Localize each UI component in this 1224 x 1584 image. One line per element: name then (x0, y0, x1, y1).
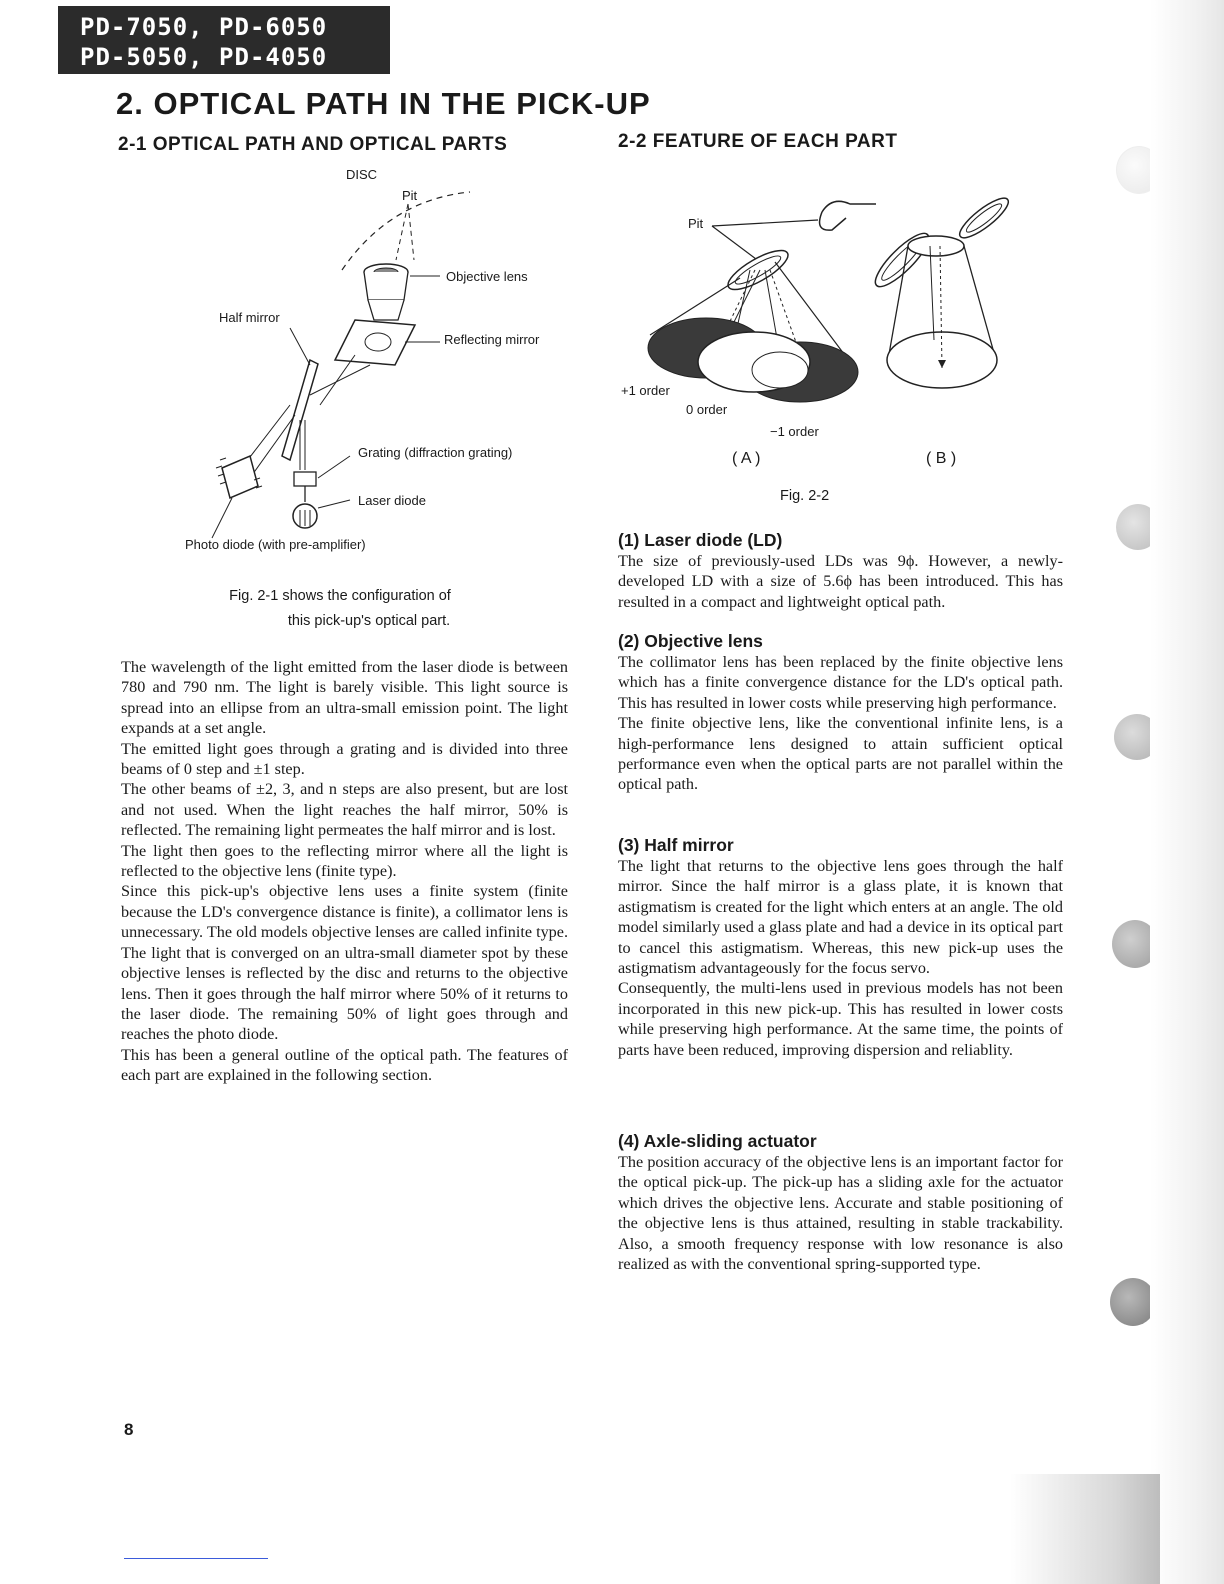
right-heading: 2-2 FEATURE OF EACH PART (618, 131, 898, 152)
label-plus-1-order: +1 order (621, 383, 670, 398)
order-zero-inner (752, 352, 808, 388)
section-paragraph: The size of previously-used LDs was 9ϕ. However, a newly-developed LD with a size of 5.6ϕ has been introduced. This has resulted in a compact and lightweight optical path. (618, 552, 1063, 611)
section-paragraph: The light that returns to the objective lens goes through the half mirror. Since the half mirror is a glass plate, it is known that astigmatism is created for the light which enters at an angle. The old model similarly used a glass plate and had a device in its optical part to cancel this astigmatism. Whereas, this new pick-up uses the astigmatism advantageously for the focus servo. (618, 857, 1063, 978)
left-paragraph: This has been a general outline of the optical path. The features of each part are explained in the following section. (121, 1045, 568, 1085)
reflecting-mirror-shape (335, 320, 415, 365)
model-badge (58, 6, 390, 74)
grating-leader (318, 456, 350, 478)
left-paragraph: The emitted light goes through a grating and is divided into three beams of 0 step and ±1 step. (121, 739, 568, 779)
left-paragraph: The light then goes to the reflecting mirror where all the light is reflected to the objective lens (finite type). (121, 841, 568, 881)
section-title-half-mirror: (3) Half mirror (618, 835, 734, 855)
caption-line-2: this pick-up's optical part. (287, 613, 451, 629)
label-zero-order: 0 order (686, 402, 728, 417)
photo-diode-shape (216, 456, 262, 498)
model-line-2: PD-5050, PD-4050 (80, 43, 328, 71)
pit-shape-a (723, 243, 793, 296)
beam-2 (310, 365, 370, 395)
section-objective-lens (618, 630, 1063, 795)
beam-dashed-1 (396, 204, 408, 260)
section-axle-sliding-actuator (618, 1130, 1063, 1274)
label-disc: DISC (346, 167, 378, 182)
section-title-axle-sliding-actuator: (4) Axle-sliding actuator (618, 1131, 817, 1151)
figure-2-2-diagram (610, 190, 1030, 450)
left-paragraph: The wavelength of the light emitted from the laser diode is between 780 and 790 nm. The light is barely visible. This light source is spread into an ellipse from an ultra-small emission point. The light expands at a set angle. (121, 658, 568, 738)
section-half-mirror (618, 834, 1063, 1060)
section-laser-diode (618, 529, 1063, 612)
left-body (121, 657, 568, 1086)
model-line-1: PD-7050, PD-6050 (80, 13, 328, 41)
bottom-rule (124, 1558, 268, 1559)
label-pit-b: Pit (688, 216, 704, 231)
grating-shape (294, 472, 316, 486)
pit-leader-a (712, 220, 818, 226)
cone-axis-1 (930, 246, 934, 340)
section-title: 2. OPTICAL PATH IN THE PICK-UP (116, 86, 651, 121)
beam-dashed-2 (408, 204, 414, 260)
section-paragraph: The collimator lens has been replaced by the finite objective lens which has a finite convergence distance for the LD's optical path. This has resulted in lower costs while preserving high performance. (618, 653, 1063, 712)
label-reflecting-mirror: Reflecting mirror (444, 332, 540, 347)
beam-1 (320, 355, 355, 405)
cone-top (908, 236, 964, 256)
laser-diode-shape (293, 486, 317, 528)
objective-lens-shape (364, 264, 408, 320)
label-grating: Grating (diffraction grating) (358, 445, 513, 460)
label-b: ( B ) (926, 450, 957, 467)
figure-2-1-caption (150, 584, 530, 634)
caption-line-1: Fig. 2-1 shows the configuration of (229, 588, 451, 604)
pit-shape-top (820, 201, 876, 230)
label-a: ( A ) (732, 450, 761, 467)
label-half-mirror: Half mirror (219, 310, 280, 325)
half-mirror-leader (290, 328, 310, 365)
section-paragraph: The finite objective lens, like the conventional infinite lens, is a high-performance lens designed to attain sufficient optical performance even when the optical parts are not parallel within the optical path. (618, 714, 1063, 794)
section-paragraph: Consequently, the multi-lens used in previous models has not been incorporated in this new pick-up. This has resulted in lower costs while preserving high performance. At the same time, the points of parts have been reduced, improving dispersion and reliablity. (618, 979, 1063, 1059)
section-title-objective-lens: (2) Objective lens (618, 631, 763, 651)
label-pit: Pit (402, 188, 418, 203)
disc-arc (342, 192, 470, 270)
left-heading: 2-1 OPTICAL PATH AND OPTICAL PARTS (118, 134, 508, 155)
label-minus-1-order: −1 order (770, 424, 819, 439)
section-title-laser-diode: (1) Laser diode (LD) (618, 530, 783, 550)
label-objective-lens: Objective lens (446, 269, 528, 284)
photo-diode-leader (212, 498, 232, 538)
corner-shade (1010, 1474, 1160, 1584)
section-paragraph: The position accuracy of the objective lens is an important factor for the optical pick-up. The pick-up has a sliding axle for the actuator which drives the objective lens. Accurate and stable positioning of the objective lens is thus attained, resulting in stable trackability. Also, a smooth frequency response with low resonance is also realized as with the conventional spring-supported type. (618, 1153, 1063, 1274)
label-laser-diode: Laser diode (358, 493, 426, 508)
page-edge-shade (1150, 0, 1224, 1584)
pit-leader-b (712, 226, 760, 262)
label-photo-diode: Photo diode (with pre-amplifier) (185, 537, 366, 552)
page-number: 8 (124, 1420, 134, 1439)
left-paragraph: The other beams of ±2, 3, and n steps are also present, but are lost and not used. When the light reaches the half mirror, 50% is reflected. The remaining light permeates the half mirror and is lost. (121, 780, 568, 840)
laser-diode-leader (318, 500, 350, 508)
pit-shape-b2 (955, 192, 1013, 243)
figure-2-2-caption: Fig. 2-2 (780, 488, 830, 504)
left-paragraph: Since this pick-up's objective lens uses a finite system (finite because the LD's convergence distance is finite), a collimator lens is unnecessary. The old models objective lenses are called infinite type. The light that is converged on an ultra-small diameter spot by these objective lenses is reflected by the disc and returns to the objective lens. Then it goes through the half mirror where 50% of it returns to the laser diode. The remaining 50% of light goes through and reaches the photo diode. (121, 882, 568, 1044)
